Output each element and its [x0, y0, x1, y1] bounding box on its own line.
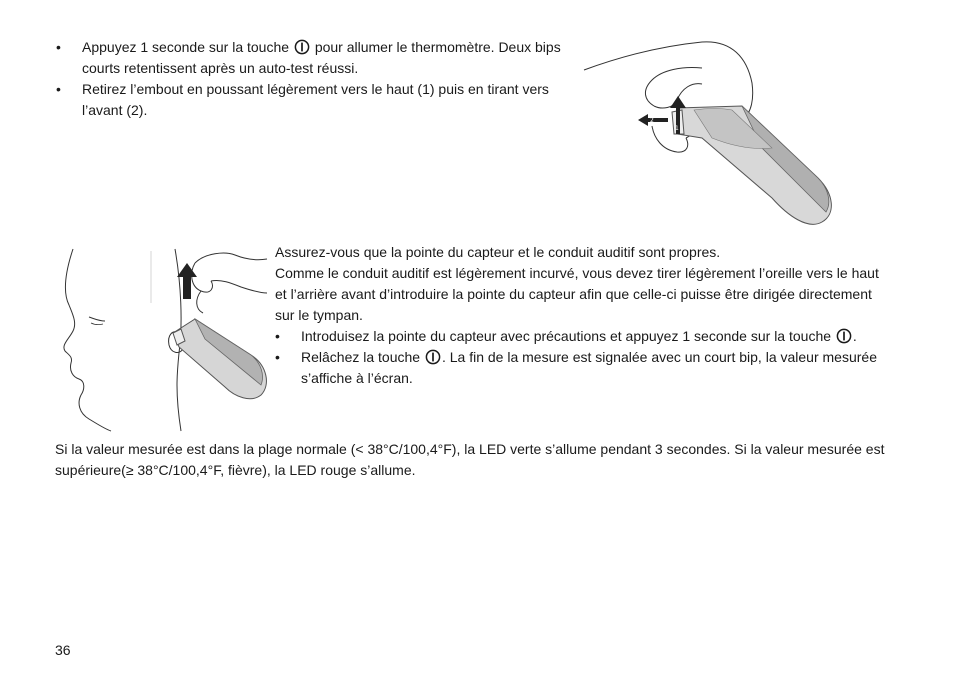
item-text: Introduisez la pointe du capteur avec précautions et appuyez 1 seconde sur la touche	[301, 328, 832, 344]
arrow-label-1: 1	[675, 125, 679, 132]
item-text: pour allumer le thermomètre. Deux bips courts retentissent après un auto-test réussi.	[82, 39, 561, 76]
explanation-paragraph: Comme le conduit auditif est légèrement incurvé, vous devez tirer légèrement l’oreille vers le haut et l’arrière avant d’introduire la pointe du capteur afin que celle-ci puisse être dirigée directement sur le tympan.	[275, 265, 879, 323]
page-number: 36	[55, 642, 71, 658]
section-3	[55, 439, 895, 481]
item-text: Retirez l’embout en poussant légèrement vers le haut (1) puis en tirant vers l’avant (2).	[82, 81, 549, 118]
power-button-icon	[294, 39, 310, 55]
intro-paragraph: Assurez-vous que la pointe du capteur et le conduit auditif sont propres.	[275, 244, 721, 260]
list-item	[82, 37, 582, 79]
led-paragraph: Si la valeur mesurée est dans la plage normale (< 38°C/100,4°F), la LED verte s’allume pendant 3 secondes. Si la valeur mesurée est supérieure(≥ 38°C/100,4°F, fièvre), la LED rouge s’allume.	[55, 441, 885, 478]
item-text: .	[852, 328, 857, 344]
list-item	[82, 79, 582, 121]
section-2	[275, 242, 890, 389]
power-button-icon	[836, 328, 852, 344]
power-button-icon	[425, 349, 441, 365]
list-item	[301, 326, 890, 347]
item-text: Appuyez 1 seconde sur la touche	[82, 39, 290, 55]
list-item	[301, 347, 890, 389]
arrow-label-2: 2	[650, 117, 654, 124]
figure-ear-measurement	[55, 243, 270, 433]
section-1-list	[82, 37, 582, 121]
figure-remove-cap	[582, 38, 838, 228]
item-text: . La fin de la mesure est signalée avec un court bip, la valeur mesurée s’affiche à l’écran.	[301, 349, 877, 386]
item-text: Relâchez la touche	[301, 349, 421, 365]
